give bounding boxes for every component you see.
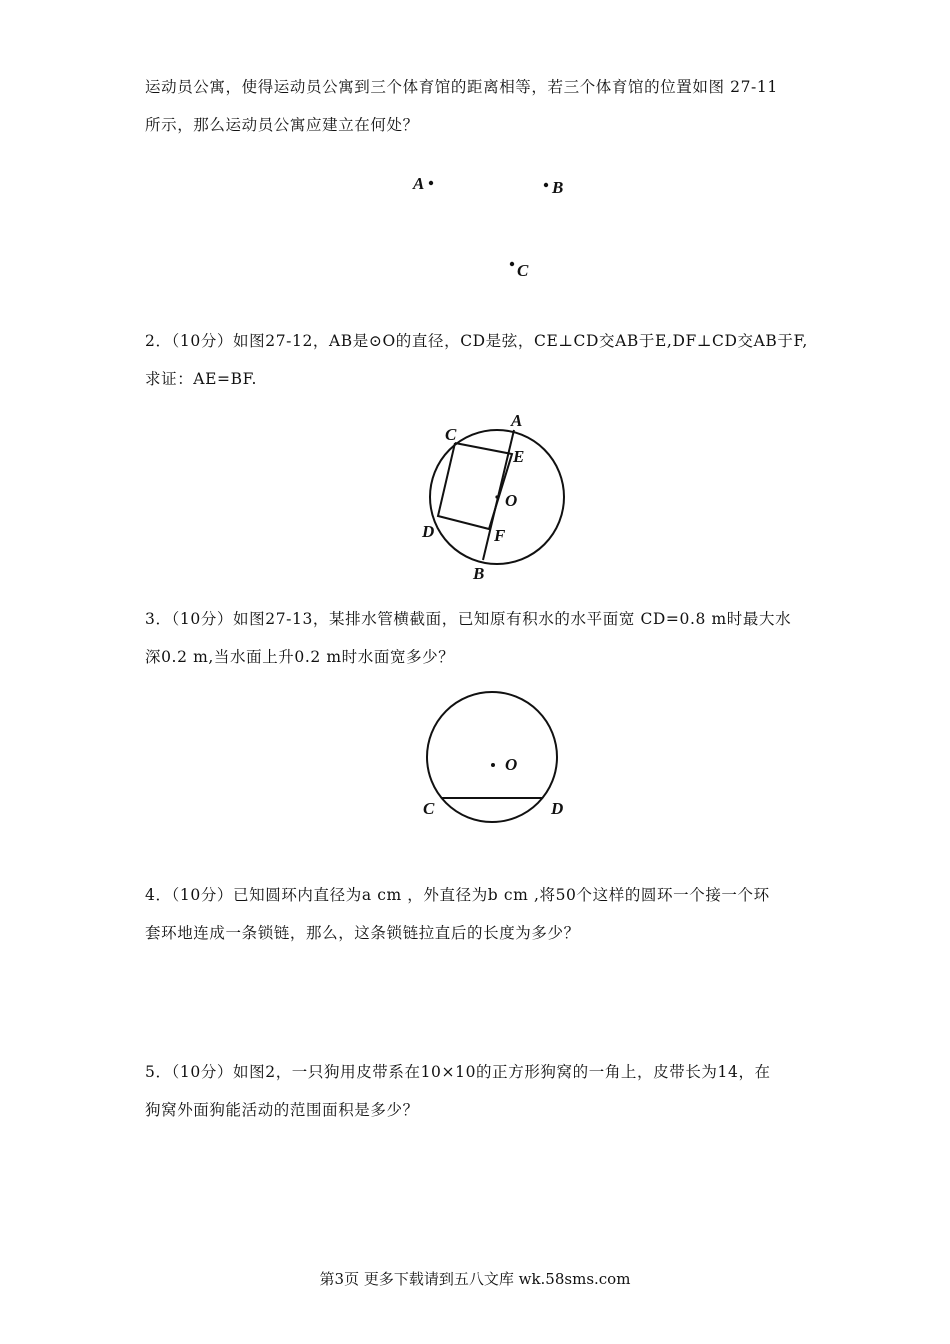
figure-27-13 [415,690,575,830]
q2-text-line-2: 求证：AE=BF. [145,370,258,388]
figure-27-11 [395,165,564,285]
q5-text-line-2: 狗窝外面狗能活动的范围面积是多少？ [145,1101,419,1119]
label-o: O [505,755,518,774]
label-e: E [513,447,525,466]
label-o: O [505,491,518,510]
q1-text-line-1: 运动员公寓，使得运动员公寓到三个体育馆的距离相等，若三个体育馆的位置如图 27-11 [145,78,778,96]
label-d: D [551,799,564,818]
page-footer: 第3页 更多下载请到五八文库 wk.58sms.com [319,1270,631,1288]
point-c [510,262,514,266]
q3-text-line-1: 3．（10分）如图27-13，某排水管横截面，已知原有积水的水平面宽 CD=0.8 m时最大水 [145,610,792,628]
pipe-circle [427,692,557,822]
center-o [491,763,495,767]
label-d: D [422,522,435,541]
q4-text-line-1: 4．（10分）已知圆环内直径为a cm ，外直径为b cm ,将50个这样的圆环一个接一个环 [145,886,770,904]
q4-text-line-2: 套环地连成一条锁链，那么，这条锁链拉直后的长度为多少？ [145,924,580,942]
label-b: B [473,564,485,583]
q5-text-line-1: 5．（10分）如图2，一只狗用皮带系在10×10的正方形狗窝的一角上，皮带长为14，在 [145,1063,771,1081]
point-label-c: C [517,261,529,280]
label-f: F [494,526,506,545]
q2-text-line-1: 2．（10分）如图27-12，AB是⊙O的直径，CD是弦，CE⊥CD交AB于E,DF⊥CD交AB于F, [145,332,808,350]
q3-text-line-2: 深0.2 m,当水面上升0.2 m时水面宽多少？ [145,648,455,666]
point-label-a: A [413,174,425,193]
label-c: C [423,799,435,818]
label-a: A [511,411,523,430]
point-b [544,183,548,187]
label-c: C [445,425,457,444]
center-o [495,495,498,498]
point-a [429,181,433,185]
figure-27-12 [415,410,575,585]
point-label-b: B [552,178,564,197]
q1-text-line-2: 所示，那么运动员公寓应建立在何处？ [145,116,419,134]
